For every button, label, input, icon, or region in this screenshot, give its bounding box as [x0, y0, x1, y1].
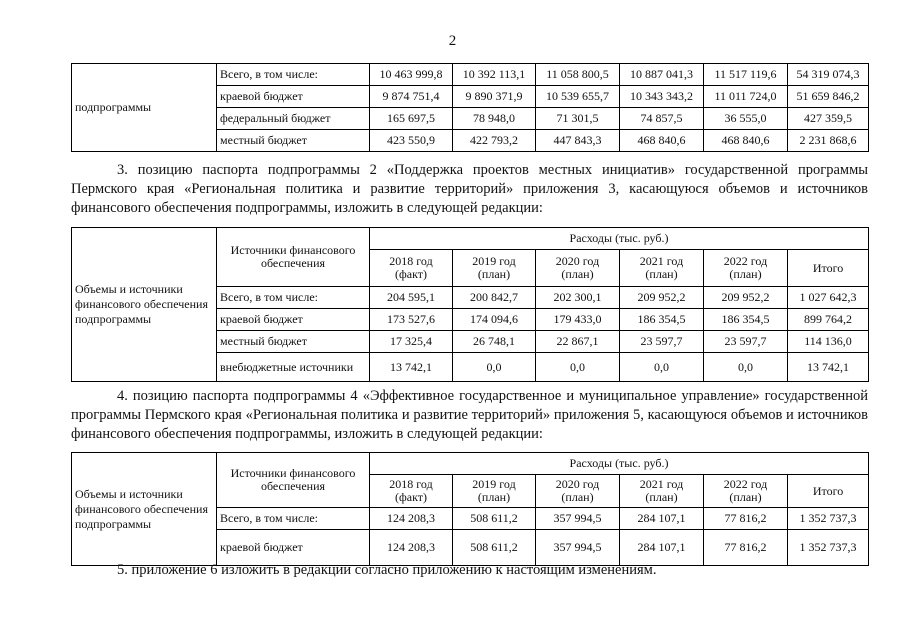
year-label: 2019 год: [472, 477, 516, 491]
year-label: 2020 год: [555, 254, 600, 268]
year-header: [536, 250, 620, 287]
value-cell: 10 539 655,7: [536, 86, 620, 108]
value-cell: 124 208,3: [370, 530, 453, 566]
year-type: (план): [477, 267, 511, 281]
value-cell: 423 550,9: [370, 130, 453, 152]
year-header: [370, 250, 453, 287]
year-type: (план): [477, 490, 511, 504]
source-label: Всего, в том числе:: [217, 287, 370, 309]
year-header: [453, 475, 536, 508]
value-cell: 36 555,0: [704, 108, 788, 130]
total-cell: 1 352 737,3: [788, 530, 869, 566]
value-cell: 174 094,6: [453, 309, 536, 331]
year-header: [453, 250, 536, 287]
value-cell: 284 107,1: [620, 530, 704, 566]
value-cell: 468 840,6: [620, 130, 704, 152]
value-cell: 11 517 119,6: [704, 64, 788, 86]
value-cell: 11 011 724,0: [704, 86, 788, 108]
source-label: местный бюджет: [217, 331, 370, 353]
year-header: [704, 475, 788, 508]
value-cell: 124 208,3: [370, 508, 453, 530]
source-label: краевой бюджет: [217, 86, 370, 108]
value-cell: 173 527,6: [370, 309, 453, 331]
year-type: (факт): [394, 490, 427, 504]
value-cell: 77 816,2: [704, 508, 788, 530]
paragraph-5: [71, 561, 868, 580]
row-label: Объемы и источники финансового обеспечения подпрограммы: [72, 453, 217, 566]
value-cell: 23 597,7: [704, 331, 788, 353]
value-cell: 10 463 999,8: [370, 64, 453, 86]
row-label: подпрограммы: [72, 64, 217, 152]
value-cell: 357 994,5: [536, 508, 620, 530]
paragraph-4: [71, 387, 868, 444]
value-cell: 202 300,1: [536, 287, 620, 309]
source-label: федеральный бюджет: [217, 108, 370, 130]
sources-header: Источники финансового обеспечения: [217, 228, 370, 287]
year-header: [620, 250, 704, 287]
value-cell: 10 392 113,1: [453, 64, 536, 86]
year-header: [536, 475, 620, 508]
value-cell: 186 354,5: [620, 309, 704, 331]
year-type: (план): [729, 267, 762, 281]
value-cell: 77 816,2: [704, 530, 788, 566]
sources-header: Источники финансового обеспечения: [217, 453, 370, 508]
value-cell: 74 857,5: [620, 108, 704, 130]
value-cell: 71 301,5: [536, 108, 620, 130]
value-cell: 508 611,2: [453, 530, 536, 566]
value-cell: 209 952,2: [704, 287, 788, 309]
value-cell: 200 842,7: [453, 287, 536, 309]
expenses-header: Расходы (тыс. руб.): [370, 453, 869, 475]
total-cell: 54 319 074,3: [788, 64, 869, 86]
value-cell: 78 948,0: [453, 108, 536, 130]
year-label: 2018 год: [389, 254, 433, 268]
value-cell: 26 748,1: [453, 331, 536, 353]
source-label: Всего, в том числе:: [217, 508, 370, 530]
total-cell: 2 231 868,6: [788, 130, 869, 152]
value-cell: 165 697,5: [370, 108, 453, 130]
value-cell: 209 952,2: [620, 287, 704, 309]
total-cell: 114 136,0: [788, 331, 869, 353]
value-cell: 10 343 343,2: [620, 86, 704, 108]
page-number: 2: [448, 33, 457, 49]
value-cell: 284 107,1: [620, 508, 704, 530]
value-cell: 17 325,4: [370, 331, 453, 353]
year-type: (план): [729, 490, 762, 504]
year-type: (план): [645, 267, 678, 281]
value-cell: 0,0: [620, 353, 704, 382]
value-cell: 179 433,0: [536, 309, 620, 331]
value-cell: 468 840,6: [704, 130, 788, 152]
year-type: (план): [561, 490, 594, 504]
subprogram-funding-table-3: [71, 452, 869, 566]
value-cell: 22 867,1: [536, 331, 620, 353]
source-label: Всего, в том числе:: [217, 64, 370, 86]
row-label: Объемы и источники финансового обеспечения подпрограммы: [72, 228, 217, 382]
total-cell: 13 742,1: [788, 353, 869, 382]
subprogram-funding-table-2: [71, 227, 869, 382]
total-cell: 427 359,5: [788, 108, 869, 130]
value-cell: 0,0: [453, 353, 536, 382]
year-type: (факт): [394, 267, 427, 281]
total-cell: 899 764,2: [788, 309, 869, 331]
value-cell: 508 611,2: [453, 508, 536, 530]
year-header: [704, 250, 788, 287]
value-cell: 0,0: [704, 353, 788, 382]
value-cell: 186 354,5: [704, 309, 788, 331]
year-type: (план): [561, 267, 594, 281]
value-cell: 9 890 371,9: [453, 86, 536, 108]
total-cell: 51 659 846,2: [788, 86, 869, 108]
paragraph-3-text: 3. позицию паспорта подпрограммы 2 «Поддержка проектов местных инициатив» государственной программы Пермского края «Региональная политика и развитие территорий» приложения 3, касающуюся объемов и источников финансового обеспечения подпрограммы, изложить в следующей редакции:: [71, 162, 868, 216]
year-label: 2020 год: [555, 477, 600, 491]
year-label: 2018 год: [389, 477, 433, 491]
paragraph-3: [71, 161, 868, 218]
year-header: [370, 475, 453, 508]
expenses-header: Расходы (тыс. руб.): [370, 228, 869, 250]
total-header: Итого: [788, 250, 869, 287]
year-label: 2021 год: [639, 477, 684, 491]
paragraph-4-text: 4. позицию паспорта подпрограммы 4 «Эффективное государственное и муниципальное управление» государственной программы Пермского края «Региональная политика и развитие территорий» приложения 5, касающуюся объемов и источников финансового обеспечения подпрограммы, изложить в следующей редакции:: [71, 388, 868, 442]
total-header: Итого: [788, 475, 869, 508]
year-label: 2019 год: [472, 254, 516, 268]
value-cell: 9 874 751,4: [370, 86, 453, 108]
year-label: 2022 год: [723, 254, 768, 268]
value-cell: 422 793,2: [453, 130, 536, 152]
year-header: [620, 475, 704, 508]
value-cell: 11 058 800,5: [536, 64, 620, 86]
value-cell: 0,0: [536, 353, 620, 382]
source-label: краевой бюджет: [217, 309, 370, 331]
year-label: 2022 год: [723, 477, 768, 491]
total-cell: 1 027 642,3: [788, 287, 869, 309]
value-cell: 10 887 041,3: [620, 64, 704, 86]
value-cell: 447 843,3: [536, 130, 620, 152]
source-label: местный бюджет: [217, 130, 370, 152]
total-cell: 1 352 737,3: [788, 508, 869, 530]
value-cell: 357 994,5: [536, 530, 620, 566]
paragraph-5-text: 5. приложение 6 изложить в редакции согласно приложению к настоящим изменениям.: [117, 562, 657, 578]
subprogram-funding-table-1: [71, 63, 869, 152]
year-type: (план): [645, 490, 678, 504]
source-label: внебюджетные источники: [217, 353, 370, 382]
value-cell: 23 597,7: [620, 331, 704, 353]
year-label: 2021 год: [639, 254, 684, 268]
source-label: краевой бюджет: [217, 530, 370, 566]
value-cell: 204 595,1: [370, 287, 453, 309]
value-cell: 13 742,1: [370, 353, 453, 382]
